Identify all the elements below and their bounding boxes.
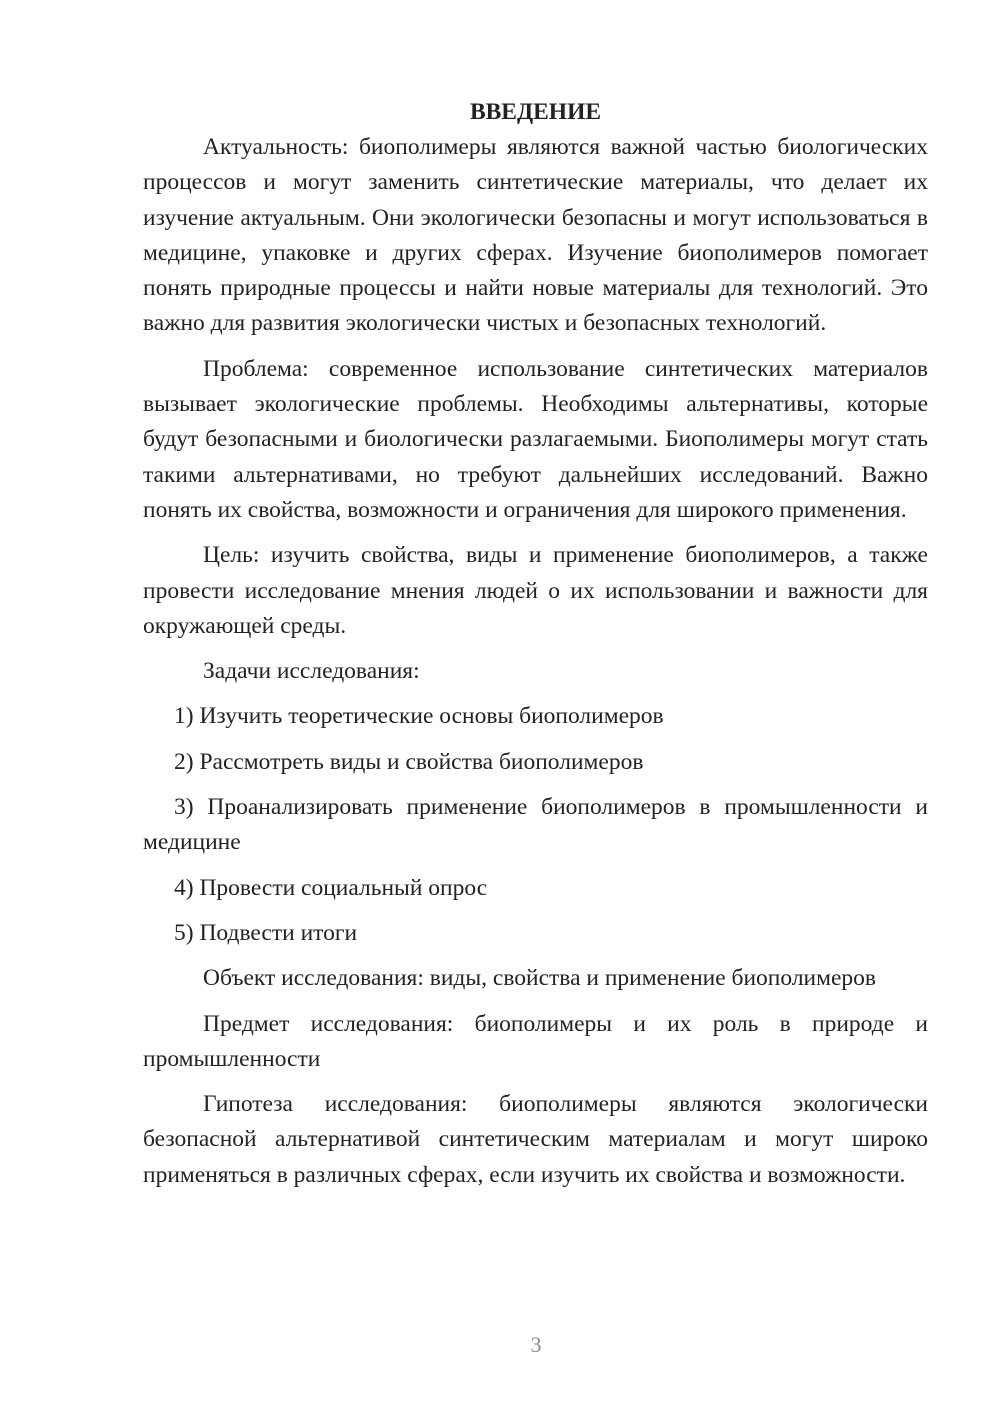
page-content [143, 95, 928, 1193]
list-item: 5) Подвести итоги [174, 919, 358, 946]
page-title: ВВЕДЕНИЕ [469, 99, 602, 125]
list-item: 4) Провести социальный опрос [174, 874, 488, 901]
tasks-heading: Задачи исследования: [203, 658, 420, 685]
page-number: 3 [530, 1332, 542, 1357]
tasks-list [143, 699, 928, 951]
list-item: 1) Изучить теоретические основы биополимеров [174, 703, 664, 730]
list-item: 2) Рассмотреть виды и свойства биополимеров [174, 748, 644, 775]
object-paragraph: Объект исследования: виды, свойства и применение биополимеров [203, 965, 877, 992]
goal-paragraph: Цель: изучить свойства, виды и применение биополимеров, а также провести исследование мнения людей о их использовании и важности для окружающей среды. [143, 542, 928, 639]
subject-paragraph: Предмет исследования: биополимеры и их роль в природе и промышленности [143, 1010, 928, 1072]
problem-paragraph: Проблема: современное использование синтетических материалов вызывает экологические проблемы. Необходимы альтернативы, которые будут безопасными и биологически разлагаемыми. Биополимеры могут стать такими альтернативами, но требуют дальнейших исследований. Важно понять их свойства, возможности и ограничения для широкого применения. [143, 355, 928, 523]
list-item: 3) Проанализировать применение биополимеров в промышленности и медицине [143, 794, 928, 856]
hypothesis-paragraph: Гипотеза исследования: биополимеры являются экологически безопасной альтернативой синтетическим материалам и могут широко применяться в различных сферах, если изучить их свойства и возможности. [143, 1091, 928, 1188]
relevance-paragraph: Актуальность: биополимеры являются важной частью биологических процессов и могут заменить синтетические материалы, что делает их изучение актуальным. Они экологически безопасны и могут использоваться в медицине, упаковке и других сферах. Изучение биополимеров помогает понять природные процессы и найти новые материалы для технологий. Это важно для развития экологически чистых и безопасных технологий. [143, 134, 928, 337]
